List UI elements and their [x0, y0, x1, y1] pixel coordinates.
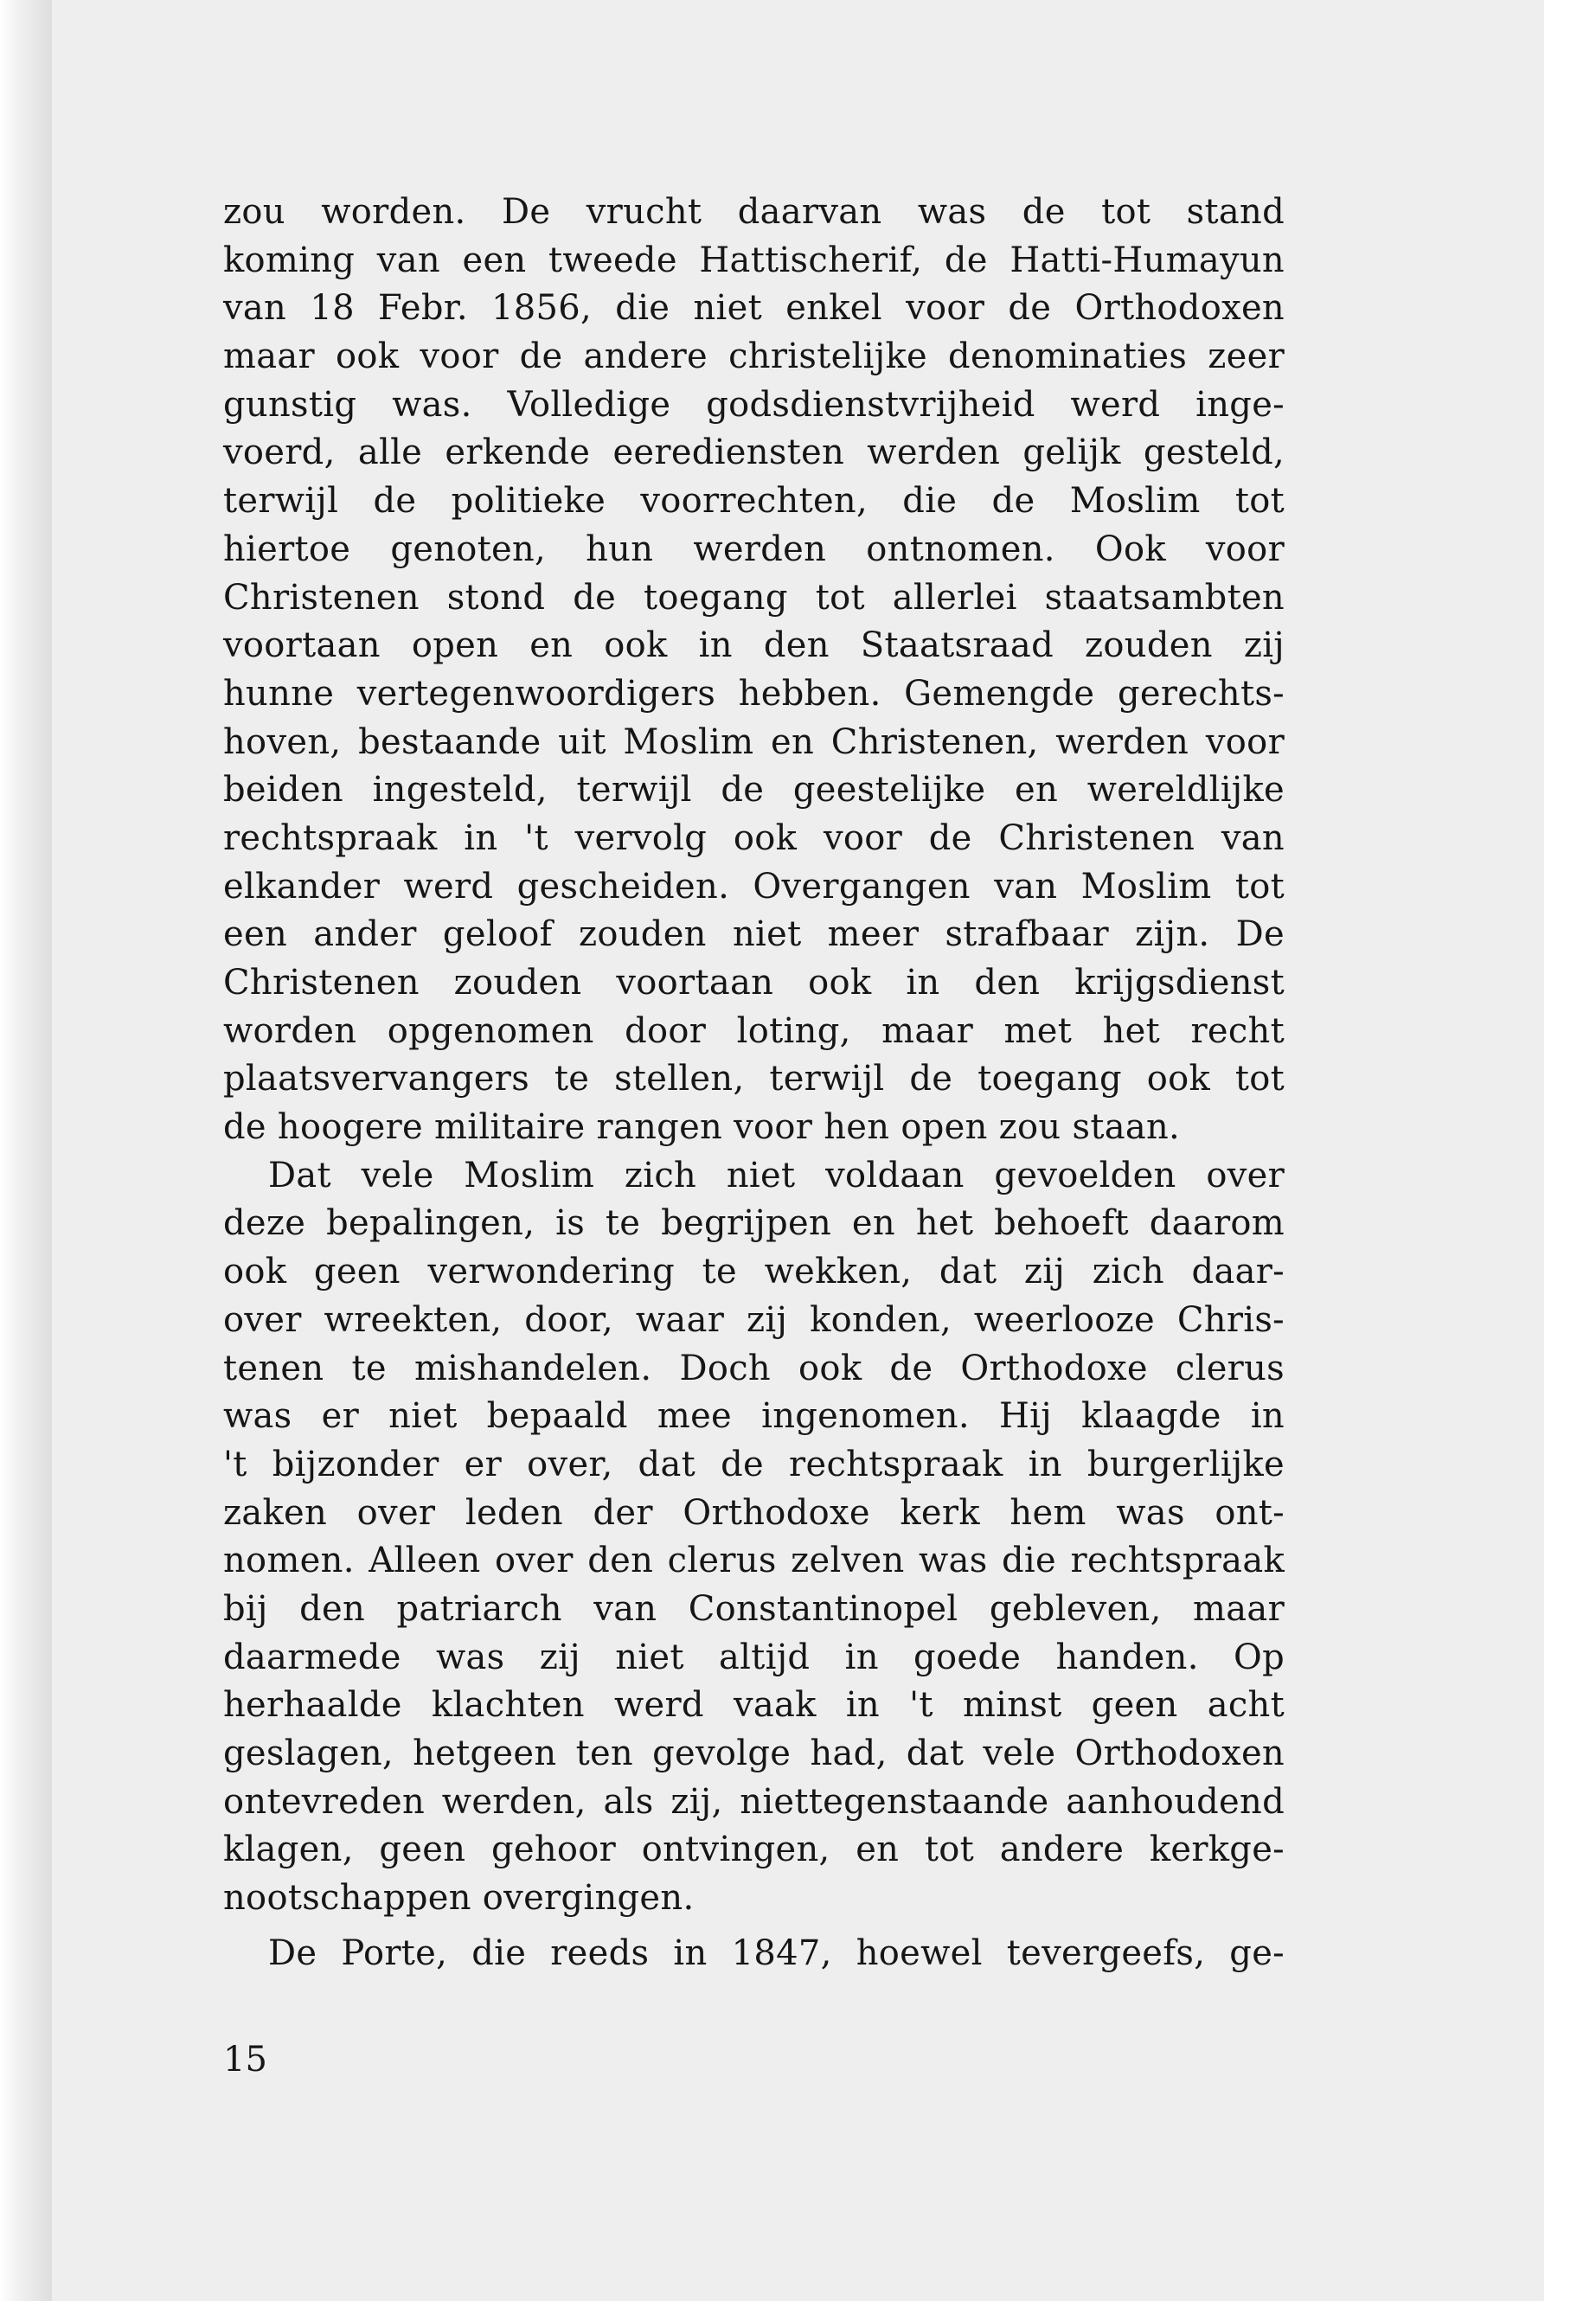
text-line: over wreekten, door, waar zij konden, weerlooze Chris-: [223, 1299, 1285, 1340]
text-line: zou worden. De vrucht daarvan was de tot stand: [223, 192, 1285, 232]
paragraph: [223, 189, 1285, 1152]
text-line: 't bijzonder er over, dat de rechtspraak in burgerlijke: [223, 1444, 1285, 1484]
text-line: voortaan open en ook in den Staatsraad zouden zij: [223, 625, 1285, 666]
text-line: deze bepalingen, is te begrijpen en het behoeft daarom: [223, 1203, 1285, 1244]
body-text: [223, 189, 1285, 1977]
text-line: gunstig was. Volledige godsdienstvrijheid werd inge-: [223, 384, 1285, 425]
text-line: ook geen verwondering te wekken, dat zij zich daar-: [223, 1252, 1285, 1292]
text-line: was er niet bepaald mee ingenomen. Hij klaagde in: [223, 1396, 1285, 1437]
text-line: terwijl de politieke voorrechten, die de Moslim tot: [223, 481, 1285, 522]
text-line: worden opgenomen door loting, maar met het recht: [223, 1010, 1285, 1051]
paragraph: [223, 1930, 1285, 1978]
right-scan-margin: [1544, 0, 1596, 2301]
text-line: zaken over leden der Orthodoxe kerk hem was ont-: [223, 1492, 1285, 1533]
text-line: Christenen stond de toegang tot allerlei staatsambten: [223, 577, 1285, 618]
left-scan-shadow: [0, 0, 52, 2301]
text-line: Christenen zouden voortaan ook in den krijgsdienst: [223, 963, 1285, 1003]
page-number: 15: [223, 2040, 267, 2080]
text-line: elkander werd gescheiden. Overgangen van Moslim tot: [223, 866, 1285, 907]
text-line: hoven, bestaande uit Moslim en Christenen, werden voor: [223, 721, 1285, 762]
text-line: geslagen, hetgeen ten gevolge had, dat vele Orthodoxen: [223, 1734, 1285, 1773]
text-line: koming van een tweede Hattischerif, de Hatti-Humayun: [223, 240, 1285, 280]
text-line: klagen, geen gehoor ontvingen, en tot andere kerkge-: [223, 1830, 1285, 1870]
text-line: de hoogere militaire rangen voor hen open zou staan.: [223, 1107, 1181, 1148]
paragraph: [223, 1152, 1285, 1923]
text-line: rechtspraak in 't vervolg ook voor de Christenen van: [223, 817, 1285, 858]
text-line: herhaalde klachten werd vaak in 't minst geen acht: [223, 1685, 1285, 1726]
text-line: De Porte, die reeds in 1847, hoewel tevergeefs, ge-: [268, 1932, 1285, 1973]
text-line: nootschappen overgingen.: [223, 1878, 695, 1919]
text-line: Dat vele Moslim zich niet voldaan gevoelden over: [268, 1155, 1285, 1195]
text-line: plaatsvervangers te stellen, terwijl de toegang ook tot: [223, 1059, 1285, 1099]
text-line: hiertoe genoten, hun werden ontnomen. Ook voor: [223, 529, 1285, 569]
text-line: bij den patriarch van Constantinopel gebleven, maar: [223, 1588, 1285, 1629]
text-line: tenen te mishandelen. Doch ook de Orthodoxe clerus: [223, 1348, 1285, 1388]
text-line: een ander geloof zouden niet meer strafbaar zijn. De: [223, 914, 1285, 955]
text-line: maar ook voor de andere christelijke denominaties zeer: [223, 336, 1285, 377]
paragraph-gap: [223, 1923, 1285, 1930]
text-line: nomen. Alleen over den clerus zelven was die rechtspraak: [223, 1541, 1285, 1581]
text-line: van 18 Febr. 1856, die niet enkel voor de Orthodoxen: [223, 288, 1285, 329]
text-line: voerd, alle erkende eerediensten werden gelijk gesteld,: [223, 433, 1285, 473]
text-line: daarmede was zij niet altijd in goede handen. Op: [223, 1637, 1285, 1677]
text-line: beiden ingesteld, terwijl de geestelijke en wereldlijke: [223, 770, 1285, 811]
text-line: hunne vertegenwoordigers hebben. Gemengde gerechts-: [223, 673, 1285, 714]
text-line: ontevreden werden, als zij, niettegenstaande aanhoudend: [223, 1781, 1285, 1822]
